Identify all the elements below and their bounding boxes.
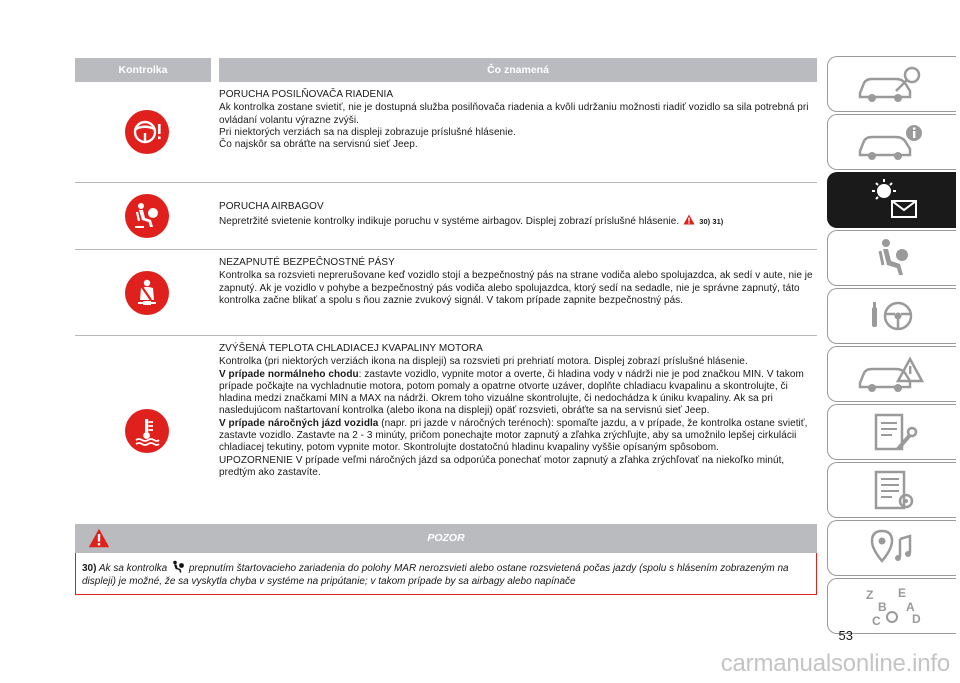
row-title: ZVÝŠENÁ TEPLOTA CHLADIACEJ KVAPALINY MOTORA (219, 343, 483, 354)
warning-triangle-icon (683, 214, 695, 225)
column-header-meaning: Čo znamená (487, 64, 549, 76)
navigation-music-icon (852, 525, 932, 571)
car-info-icon (852, 119, 932, 165)
row-title: PORUCHA AIRBAGOV (219, 201, 324, 212)
table-row: PORUCHA AIRBAGOV Nepretržité svietenie kontrolky indikuje poruchu v systéme airbagov. Displej zobrazí príslušné hlásenie. 30) 31) (75, 183, 817, 250)
svg-text:D: D (912, 612, 921, 626)
tab-car-key[interactable] (827, 56, 956, 112)
steering-wheel-warning-icon (125, 110, 169, 154)
svg-text:E: E (898, 586, 907, 600)
svg-text:A: A (906, 600, 915, 614)
row-title: PORUCHA POSILŇOVAČA RIADENIA (219, 89, 394, 100)
page-number: 53 (838, 628, 853, 643)
row-title: NEZAPNUTÉ BEZPEČNOSTNÉ PÁSY (219, 257, 395, 268)
tab-safety[interactable] (827, 230, 956, 286)
warning-light-message-icon (852, 177, 932, 223)
tab-technical-data[interactable] (827, 462, 956, 518)
tab-starting-driving[interactable] (827, 288, 956, 344)
coolant-temperature-icon (125, 409, 169, 453)
warning-title: POZOR (427, 532, 465, 544)
airbag-warning-icon (125, 194, 169, 238)
svg-text:C: C (872, 614, 881, 628)
column-header-indicator: Kontrolka (118, 64, 168, 76)
alphabet-index-icon (852, 583, 932, 629)
tab-emergency[interactable] (827, 346, 956, 402)
warning-lights-table (75, 58, 817, 526)
table-header (75, 58, 817, 82)
car-crash-icon (852, 351, 932, 397)
warning-header (75, 524, 817, 553)
specifications-list-icon (852, 467, 932, 513)
svg-text:B: B (878, 600, 887, 614)
table-row: PORUCHA POSILŇOVAČA RIADENIA Ak kontrolka zostane svietiť, nie je dostupná služba posilňovača riadenia a kvôli udržaniu možnosti riadiť vozidlo sa sila potrebná pri ovládaní volantu výrazne zvýši. Pri niektorých verziách sa na displeji zobrazuje príslušné hlásenie. Čo najskôr sa obráťte na servisnú sieť Jeep. (75, 82, 817, 183)
steering-wheel-spray-icon (852, 293, 932, 339)
tab-index[interactable] (827, 578, 956, 634)
tab-warning-lights[interactable] (827, 172, 956, 228)
airbag-seat-icon (852, 235, 932, 281)
seatbelt-warning-icon (125, 271, 169, 315)
table-row: NEZAPNUTÉ BEZPEČNOSTNÉ PÁSY Kontrolka sa rozsvieti neprerušovane keď vozidlo stojí a bezpečnostný pás na strane vodiča alebo spolujazdca, ak sedí v aute, nie je zapnutý. Ak je vozidlo v pohybe a bezpečnostný pás vodiča alebo spolujazdca, ktorý sedí na sedadle, nie je správne zapnutý, táto kontrolka začne blikať a spolu s ňou zaznie zvukový signál. V takom prípade zapnite bezpečnostný pás. (75, 250, 817, 336)
car-key-icon (852, 61, 932, 107)
tab-maintenance[interactable] (827, 404, 956, 460)
reference-numbers: 30) 31) (699, 217, 724, 227)
svg-text:Z: Z (866, 588, 874, 602)
table-row: ZVÝŠENÁ TEPLOTA CHLADIACEJ KVAPALINY MOTORA Kontrolka (pri niektorých verziách ikona na displeji) sa rozsvieti pri prehriatí motora. Displej zobrazí príslušné hlásenie. V prípade normálneho chodu: zastavte vozidlo, vypnite motor a overte, či hladina vody v nádrži nie je pod značkou MIN. V takom prípade počkajte na vychladnutie motora, potom pomaly a opatrne otvorte uzáver, doplňte chladiacu kvapalinu a skontrolujte, či hladina medzi značkami MIN a MAX na nádrži. Okrem toho vizuálne skontrolujte, či nedochádza k úniku kvapaliny. Ak sa pri nasledujúcom naštartovaní kontrolka (alebo ikona na displeji) opäť rozsvieti, obráťte sa na servisnú sieť Jeep. V prípade náročných jázd vozidla (napr. pri jazde v náročných terénoch): spomaľte jazdu, a v prípade, že kontrolka ostane svietiť, zastavte vozidlo. Zastavte na 2 - 3 minúty, pričom ponechajte motor zapnutý a zľahka zrýchľujte, aby sa umožnilo lepšej cirkulácii chladiacej tekutiny, potom vypnite motor. Skontrolujte dostatočnú hladinu kvapaliny vyššie opísaným spôsobom. UPOZORNENIE V prípade veľmi náročných jázd sa odporúča ponechať motor zapnutý a zľahka zrýchľovať na niekoľko minút, predtým ako zastavíte. (75, 336, 817, 526)
tab-multimedia[interactable] (827, 520, 956, 576)
wrench-document-icon (852, 409, 932, 455)
airbag-inline-icon (170, 560, 186, 573)
tab-car-info[interactable] (827, 114, 956, 170)
watermark: carmanualsonline.info (720, 650, 950, 677)
warning-box: 30) Ak sa kontrolka prepnutím štartovacieho zariadenia do polohy MAR nerozsvieti alebo ostane rozsvietená počas jazdy (spolu s hlásením zobrazeným na displeji) je možné, že sa vyskytla chyba v systéme na pripútanie; v takom prípade by sa airbagy alebo napínače (75, 553, 817, 595)
warning-number: 30) (82, 563, 97, 574)
